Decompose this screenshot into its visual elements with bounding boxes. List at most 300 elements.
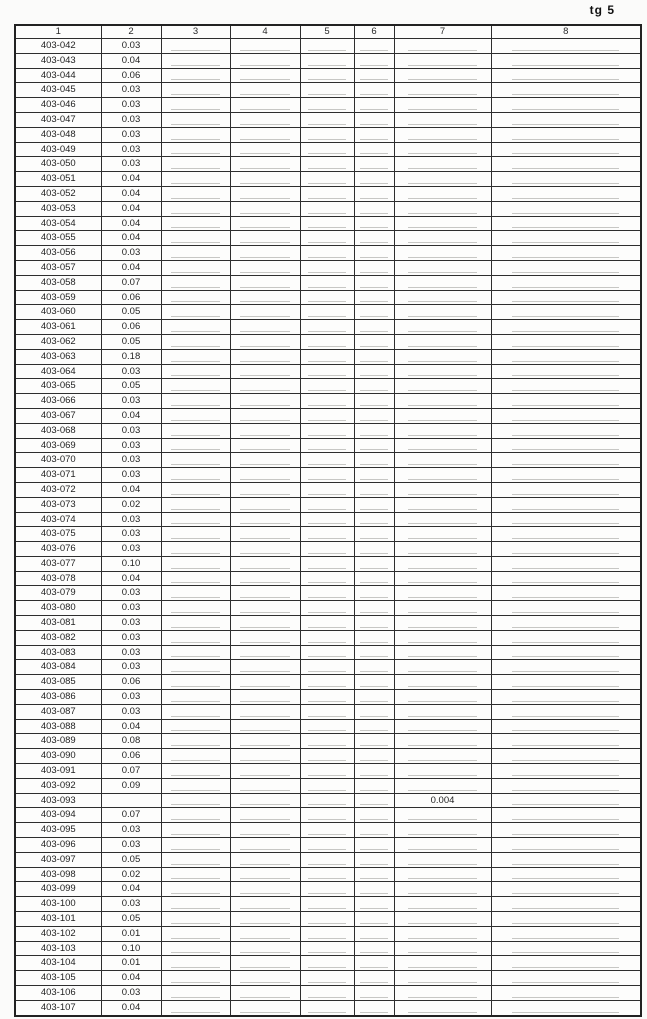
value-cell	[394, 527, 491, 542]
value-cell	[491, 808, 641, 823]
table-row	[15, 660, 641, 675]
value-cell	[230, 112, 300, 127]
value-cell	[394, 719, 491, 734]
value-cell	[161, 867, 230, 882]
value-cell	[354, 453, 394, 468]
value-cell	[230, 793, 300, 808]
value-cell: 0.03	[101, 246, 161, 261]
value-cell	[354, 660, 394, 675]
value-cell	[161, 542, 230, 557]
value-cell	[300, 349, 354, 364]
value-cell	[394, 305, 491, 320]
sample-id-cell: 403-102	[15, 926, 101, 941]
column-header-8: 8	[491, 25, 641, 39]
value-cell	[161, 260, 230, 275]
value-cell	[354, 941, 394, 956]
value-cell	[161, 926, 230, 941]
value-cell	[354, 201, 394, 216]
value-cell	[161, 734, 230, 749]
value-cell	[491, 497, 641, 512]
table-row	[15, 675, 641, 690]
table-row	[15, 127, 641, 142]
value-cell: 0.03	[101, 39, 161, 54]
sample-id-cell: 403-077	[15, 556, 101, 571]
value-cell	[491, 320, 641, 335]
value-cell	[491, 482, 641, 497]
sample-id-cell: 403-069	[15, 438, 101, 453]
value-cell: 0.03	[101, 601, 161, 616]
table-row	[15, 157, 641, 172]
value-cell	[394, 808, 491, 823]
table-row	[15, 112, 641, 127]
value-cell	[491, 527, 641, 542]
value-cell	[300, 246, 354, 261]
value-cell	[354, 246, 394, 261]
value-cell: 0.03	[101, 142, 161, 157]
sample-id-cell: 403-047	[15, 112, 101, 127]
value-cell	[491, 290, 641, 305]
table-row	[15, 971, 641, 986]
value-cell: 0.03	[101, 690, 161, 705]
value-cell	[394, 882, 491, 897]
table-row	[15, 601, 641, 616]
value-cell	[354, 497, 394, 512]
value-cell	[300, 882, 354, 897]
sample-id-cell: 403-072	[15, 482, 101, 497]
value-cell	[491, 201, 641, 216]
value-cell: 0.03	[101, 823, 161, 838]
table-row	[15, 364, 641, 379]
value-cell	[230, 986, 300, 1001]
value-cell	[230, 675, 300, 690]
value-cell	[161, 231, 230, 246]
table-row	[15, 852, 641, 867]
value-cell: 0.06	[101, 68, 161, 83]
value-cell	[354, 630, 394, 645]
value-cell: 0.06	[101, 290, 161, 305]
value-cell	[354, 986, 394, 1001]
value-cell: 0.03	[101, 364, 161, 379]
value-cell	[161, 675, 230, 690]
value-cell	[230, 912, 300, 927]
value-cell	[491, 956, 641, 971]
page-label: tg 5	[589, 3, 615, 17]
value-cell	[300, 172, 354, 187]
value-cell	[491, 98, 641, 113]
value-cell: 0.04	[101, 971, 161, 986]
value-cell	[300, 852, 354, 867]
sample-id-cell: 403-073	[15, 497, 101, 512]
value-cell	[394, 157, 491, 172]
value-cell	[491, 305, 641, 320]
value-cell	[394, 201, 491, 216]
value-cell: 0.10	[101, 556, 161, 571]
value-cell	[300, 497, 354, 512]
sample-id-cell: 403-090	[15, 749, 101, 764]
value-cell	[394, 542, 491, 557]
value-cell	[161, 838, 230, 853]
column-header-5: 5	[300, 25, 354, 39]
table-header	[15, 25, 641, 39]
value-cell	[230, 586, 300, 601]
value-cell	[354, 334, 394, 349]
sample-id-cell: 403-059	[15, 290, 101, 305]
value-cell	[394, 334, 491, 349]
value-cell	[491, 394, 641, 409]
value-cell	[300, 394, 354, 409]
value-cell	[491, 53, 641, 68]
table-row	[15, 334, 641, 349]
value-cell	[394, 764, 491, 779]
table-row	[15, 453, 641, 468]
value-cell	[230, 83, 300, 98]
table-row	[15, 527, 641, 542]
value-cell	[491, 408, 641, 423]
value-cell	[161, 645, 230, 660]
value-cell	[394, 601, 491, 616]
value-cell	[161, 216, 230, 231]
table-row	[15, 201, 641, 216]
value-cell	[230, 98, 300, 113]
table-row	[15, 349, 641, 364]
value-cell	[394, 453, 491, 468]
table-row	[15, 630, 641, 645]
value-cell	[491, 453, 641, 468]
sample-id-cell: 403-055	[15, 231, 101, 246]
value-cell	[230, 571, 300, 586]
table-row	[15, 246, 641, 261]
value-cell: 0.04	[101, 882, 161, 897]
value-cell	[300, 1000, 354, 1015]
value-cell	[394, 645, 491, 660]
value-cell: 0.03	[101, 423, 161, 438]
value-cell	[394, 941, 491, 956]
sample-id-cell: 403-105	[15, 971, 101, 986]
value-cell	[354, 1000, 394, 1015]
value-cell	[161, 53, 230, 68]
sample-id-cell: 403-064	[15, 364, 101, 379]
value-cell: 0.03	[101, 897, 161, 912]
value-cell	[161, 616, 230, 631]
value-cell: 0.03	[101, 512, 161, 527]
value-cell	[230, 172, 300, 187]
sample-id-cell: 403-044	[15, 68, 101, 83]
value-cell	[230, 704, 300, 719]
value-cell	[230, 290, 300, 305]
sample-id-cell: 403-071	[15, 468, 101, 483]
value-cell	[394, 482, 491, 497]
value-cell	[161, 364, 230, 379]
value-cell	[161, 83, 230, 98]
value-cell	[394, 246, 491, 261]
value-cell	[354, 320, 394, 335]
value-cell	[230, 201, 300, 216]
value-cell: 0.03	[101, 645, 161, 660]
table-row	[15, 142, 641, 157]
value-cell	[354, 897, 394, 912]
value-cell	[491, 690, 641, 705]
value-cell	[230, 438, 300, 453]
value-cell	[230, 157, 300, 172]
value-cell	[354, 808, 394, 823]
value-cell	[491, 941, 641, 956]
value-cell	[491, 246, 641, 261]
value-cell	[230, 616, 300, 631]
value-cell: 0.02	[101, 497, 161, 512]
table-row	[15, 482, 641, 497]
value-cell	[230, 497, 300, 512]
value-cell: 0.03	[101, 157, 161, 172]
value-cell: 0.03	[101, 542, 161, 557]
value-cell	[354, 83, 394, 98]
value-cell	[491, 630, 641, 645]
value-cell	[394, 231, 491, 246]
value-cell	[161, 423, 230, 438]
value-cell	[161, 764, 230, 779]
table-row	[15, 926, 641, 941]
table-row	[15, 231, 641, 246]
value-cell	[394, 112, 491, 127]
value-cell	[394, 260, 491, 275]
sample-id-cell: 403-063	[15, 349, 101, 364]
value-cell	[300, 556, 354, 571]
sample-id-cell: 403-045	[15, 83, 101, 98]
value-cell	[491, 512, 641, 527]
value-cell	[300, 645, 354, 660]
table-row	[15, 941, 641, 956]
value-cell	[394, 290, 491, 305]
value-cell: 0.04	[101, 260, 161, 275]
value-cell	[491, 260, 641, 275]
table-row	[15, 912, 641, 927]
value-cell	[491, 556, 641, 571]
value-cell	[230, 897, 300, 912]
column-header-6: 6	[354, 25, 394, 39]
sample-id-cell: 403-091	[15, 764, 101, 779]
value-cell	[161, 275, 230, 290]
value-cell: 0.04	[101, 231, 161, 246]
value-cell: 0.03	[101, 630, 161, 645]
value-cell	[300, 690, 354, 705]
value-cell	[300, 749, 354, 764]
table-row	[15, 186, 641, 201]
value-cell	[230, 275, 300, 290]
value-cell: 0.04	[101, 571, 161, 586]
value-cell	[161, 98, 230, 113]
sample-id-cell: 403-095	[15, 823, 101, 838]
value-cell	[394, 394, 491, 409]
sample-id-cell: 403-058	[15, 275, 101, 290]
value-cell	[161, 394, 230, 409]
value-cell	[394, 912, 491, 927]
value-cell	[161, 571, 230, 586]
value-cell	[300, 808, 354, 823]
value-cell	[394, 68, 491, 83]
table-row	[15, 749, 641, 764]
table-row	[15, 734, 641, 749]
value-cell	[491, 364, 641, 379]
value-cell	[394, 512, 491, 527]
value-cell	[230, 956, 300, 971]
value-cell	[491, 778, 641, 793]
value-cell	[300, 616, 354, 631]
value-cell: 0.07	[101, 808, 161, 823]
value-cell	[300, 468, 354, 483]
value-cell	[161, 719, 230, 734]
sample-id-cell: 403-087	[15, 704, 101, 719]
value-cell	[491, 379, 641, 394]
sample-id-cell: 403-050	[15, 157, 101, 172]
value-cell	[354, 468, 394, 483]
table-row	[15, 897, 641, 912]
value-cell	[230, 127, 300, 142]
value-cell	[354, 423, 394, 438]
value-cell	[394, 660, 491, 675]
value-cell	[300, 734, 354, 749]
sample-id-cell: 403-060	[15, 305, 101, 320]
column-header-7: 7	[394, 25, 491, 39]
table-row	[15, 778, 641, 793]
sample-id-cell: 403-043	[15, 53, 101, 68]
value-cell	[354, 186, 394, 201]
column-header-1: 1	[15, 25, 101, 39]
value-cell	[230, 334, 300, 349]
value-cell	[230, 394, 300, 409]
sample-id-cell: 403-078	[15, 571, 101, 586]
value-cell: 0.04	[101, 201, 161, 216]
value-cell	[161, 823, 230, 838]
value-cell	[354, 157, 394, 172]
value-cell	[394, 630, 491, 645]
value-cell	[300, 867, 354, 882]
table-row	[15, 408, 641, 423]
value-cell	[394, 986, 491, 1001]
sample-id-cell: 403-042	[15, 39, 101, 54]
value-cell	[394, 216, 491, 231]
value-cell	[161, 852, 230, 867]
value-cell	[354, 882, 394, 897]
sample-id-cell: 403-098	[15, 867, 101, 882]
value-cell	[300, 127, 354, 142]
value-cell	[354, 586, 394, 601]
value-cell: 0.04	[101, 408, 161, 423]
value-cell	[161, 897, 230, 912]
value-cell	[394, 571, 491, 586]
table-row	[15, 275, 641, 290]
value-cell	[230, 468, 300, 483]
value-cell	[161, 379, 230, 394]
value-cell	[161, 986, 230, 1001]
value-cell: 0.07	[101, 764, 161, 779]
sample-id-cell: 403-086	[15, 690, 101, 705]
sample-id-cell: 403-083	[15, 645, 101, 660]
value-cell	[491, 349, 641, 364]
value-cell	[300, 926, 354, 941]
sample-id-cell: 403-103	[15, 941, 101, 956]
sample-id-cell: 403-089	[15, 734, 101, 749]
value-cell	[394, 556, 491, 571]
value-cell	[300, 216, 354, 231]
value-cell: 0.06	[101, 749, 161, 764]
table-row	[15, 586, 641, 601]
value-cell	[300, 438, 354, 453]
table-row	[15, 823, 641, 838]
value-cell	[161, 468, 230, 483]
value-cell: 0.03	[101, 704, 161, 719]
value-cell	[230, 764, 300, 779]
value-cell	[394, 275, 491, 290]
table-row	[15, 290, 641, 305]
value-cell	[354, 556, 394, 571]
value-cell	[394, 423, 491, 438]
value-cell	[491, 231, 641, 246]
value-cell	[230, 542, 300, 557]
value-cell	[394, 349, 491, 364]
value-cell	[161, 246, 230, 261]
value-cell	[354, 53, 394, 68]
value-cell	[230, 1000, 300, 1015]
table-row	[15, 571, 641, 586]
value-cell	[161, 39, 230, 54]
value-cell: 0.03	[101, 438, 161, 453]
value-cell	[354, 823, 394, 838]
value-cell	[300, 305, 354, 320]
value-cell	[394, 53, 491, 68]
value-cell	[300, 201, 354, 216]
value-cell	[491, 704, 641, 719]
table-row	[15, 986, 641, 1001]
value-cell	[491, 852, 641, 867]
value-cell	[161, 601, 230, 616]
value-cell	[161, 971, 230, 986]
sample-id-cell: 403-106	[15, 986, 101, 1001]
value-cell	[394, 867, 491, 882]
value-cell	[394, 186, 491, 201]
value-cell	[354, 482, 394, 497]
value-cell	[300, 941, 354, 956]
value-cell	[300, 423, 354, 438]
value-cell	[230, 423, 300, 438]
table-row	[15, 53, 641, 68]
value-cell	[230, 408, 300, 423]
value-cell	[354, 601, 394, 616]
value-cell	[394, 98, 491, 113]
value-cell: 0.03	[101, 986, 161, 1001]
value-cell: 0.06	[101, 320, 161, 335]
value-cell: 0.03	[101, 838, 161, 853]
table-row	[15, 882, 641, 897]
column-header-3: 3	[161, 25, 230, 39]
value-cell	[300, 586, 354, 601]
table-body	[15, 39, 641, 1016]
value-cell: 0.03	[101, 83, 161, 98]
sample-id-cell: 403-092	[15, 778, 101, 793]
value-cell	[230, 971, 300, 986]
value-cell	[300, 527, 354, 542]
value-cell	[300, 956, 354, 971]
value-cell	[394, 468, 491, 483]
value-cell	[394, 749, 491, 764]
value-cell	[354, 956, 394, 971]
value-cell	[491, 867, 641, 882]
value-cell: 0.03	[101, 468, 161, 483]
value-cell	[300, 986, 354, 1001]
sample-id-cell: 403-074	[15, 512, 101, 527]
value-cell	[230, 320, 300, 335]
value-cell	[491, 823, 641, 838]
value-cell	[491, 912, 641, 927]
sample-id-cell: 403-052	[15, 186, 101, 201]
